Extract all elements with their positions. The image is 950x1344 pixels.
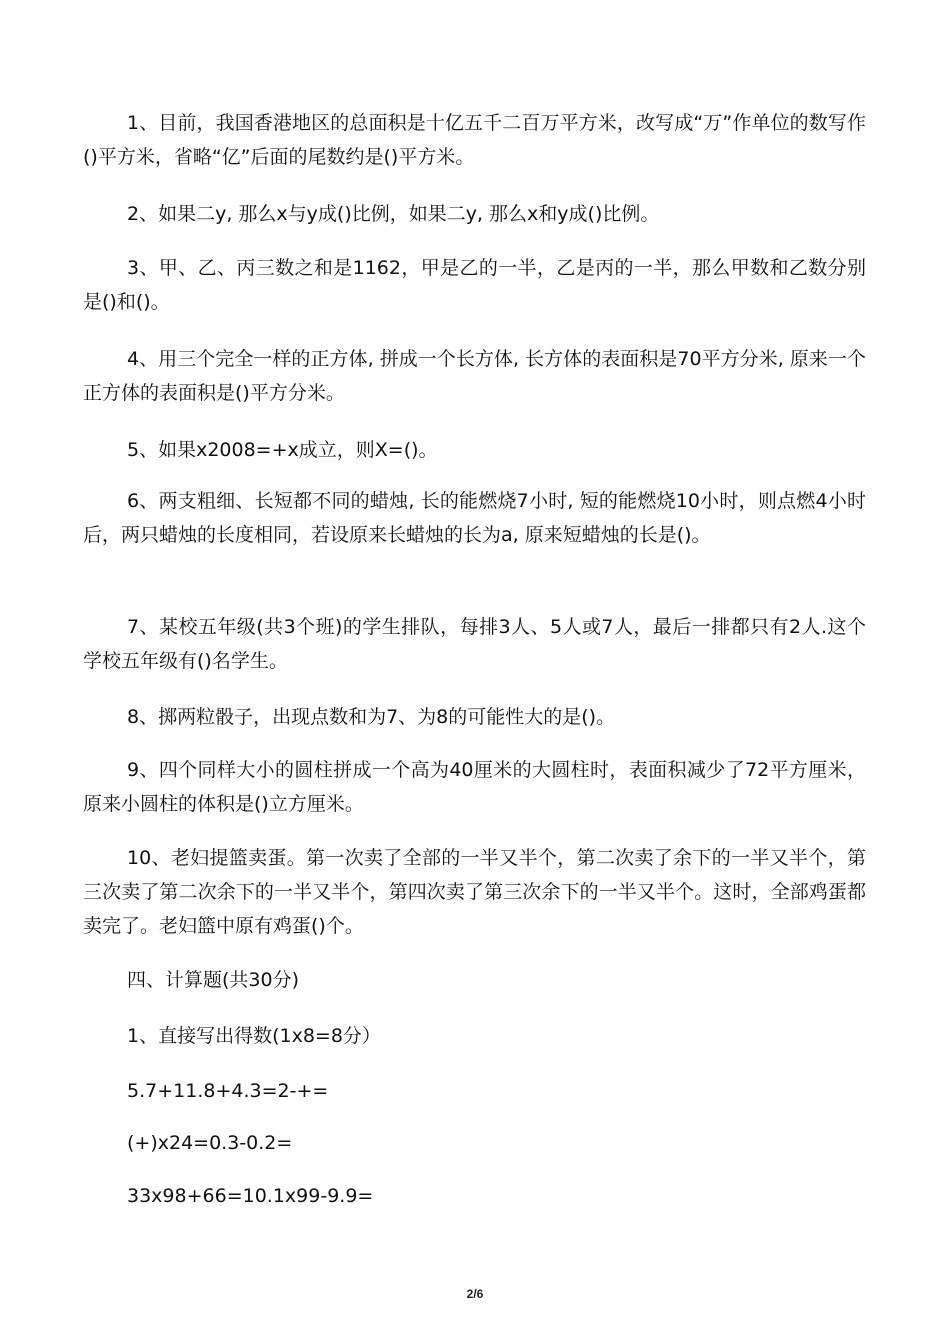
calc-line-1: 5.7+11.8+4.3=2-+= bbox=[127, 1080, 329, 1102]
question-5: 5、如果x2008=+x成立，则X=()。 bbox=[127, 439, 438, 461]
question-8: 8、掷两粒骰子，出现点数和为7、为8的可能性大的是()。 bbox=[127, 706, 616, 728]
calc-line-3: 33x98+66=10.1x99-9.9= bbox=[127, 1185, 374, 1207]
question-1: 1、目前，我国香港地区的总面积是十亿五千二百万平方米，改写成“万”作单位的数写作()平方米，省略“亿”后面的尾数约是()平方米。 bbox=[83, 112, 866, 168]
question-3: 3、甲、乙、丙三数之和是1162，甲是乙的一半，乙是丙的一半，那么甲数和乙数分别是()和()。 bbox=[83, 257, 866, 313]
question-6: 6、两支粗细、长短都不同的蜡烛, 长的能燃烧7小时, 短的能燃烧10小时，则点燃4小时后，两只蜡烛的长度相同，若设原来长蜡烛的长为a, 原来短蜡烛的长是()。 bbox=[83, 490, 866, 546]
question-9: 9、四个同样大小的圆柱拼成一个高为40厘米的大圆柱时，表面积减少了72平方厘米，原来小圆柱的体积是()立方厘米。 bbox=[83, 759, 866, 815]
question-10: 10、老妇提篮卖蛋。第一次卖了全部的一半又半个，第二次卖了余下的一半又半个，第三次卖了第二次余下的一半又半个，第四次卖了第三次余下的一半又半个。这时，全部鸡蛋都卖完了。老妇篮中原有鸡蛋()个。 bbox=[83, 847, 866, 937]
calc-line-2: (+)x24=0.3-0.2= bbox=[127, 1132, 293, 1154]
question-4: 4、用三个完全一样的正方体, 拼成一个长方体, 长方体的表面积是70平方分米, 原来一个正方体的表面积是()平方分米。 bbox=[83, 348, 866, 404]
section-heading: 四、计算题(共30分) bbox=[127, 969, 300, 991]
question-2: 2、如果二y, 那么x与y成()比例，如果二y, 那么x和y成()比例。 bbox=[127, 203, 660, 225]
subsection-heading: 1、直接写出得数(1x8=8分） bbox=[127, 1025, 381, 1047]
question-7: 7、某校五年级(共3个班)的学生排队，每排3人、5人或7人，最后一排都只有2人.这个学校五年级有()名学生。 bbox=[83, 616, 866, 672]
page-number: 2/6 bbox=[466, 1287, 484, 1301]
